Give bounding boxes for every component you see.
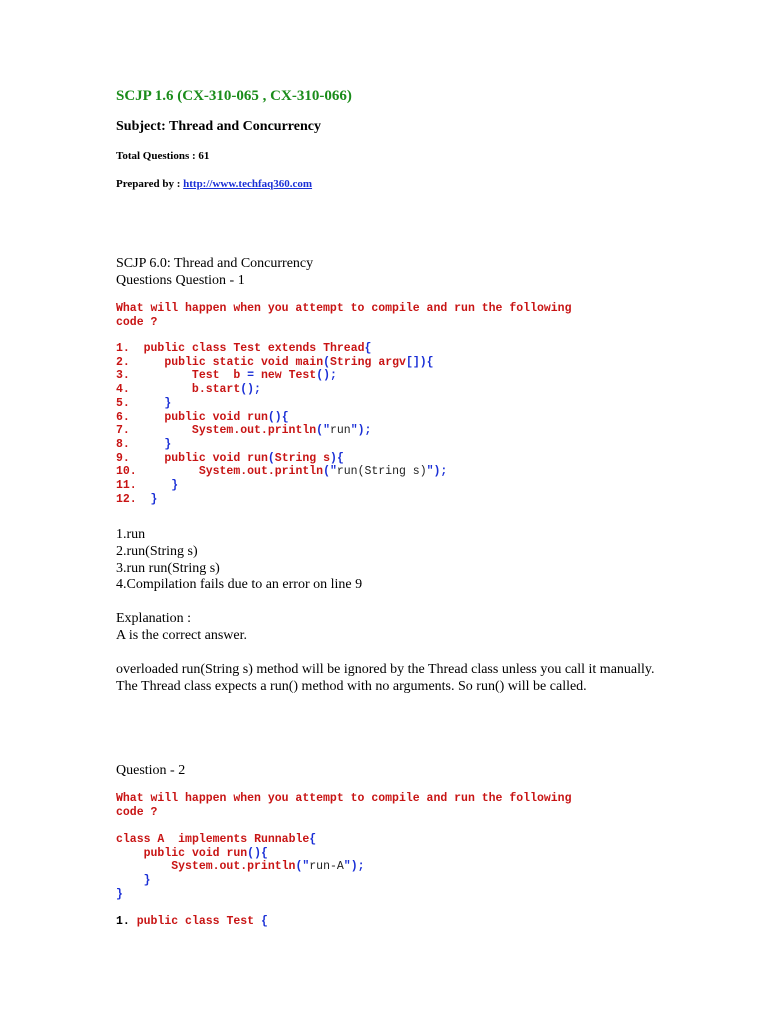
code-line: 7. System.out.println("run"); [116,424,372,438]
option-4: 4.Compilation fails due to an error on line 9 [116,577,363,593]
code-line: 10. System.out.println("run(String s)"); [116,465,448,479]
code-line: public void run(){ [143,846,268,860]
code-line: } [143,874,151,888]
section-title: SCJP 6.0: Thread and Concurrency [116,256,314,271]
code-line: 5. } [116,396,172,410]
line-number: 2. [116,355,144,369]
code-line: System.out.println("run-A"); [171,860,365,874]
question-2-code [116,833,365,929]
code-line: 11. } [116,479,179,493]
code-line: 1. public class Test { [116,915,268,929]
question-1-title: Questions Question - 1 [116,273,245,288]
line-number: 6. [116,410,144,424]
code-line: 3. Test b = new Test(); [116,369,337,383]
code-line: 8. } [116,437,172,451]
option-2: 2.run(String s) [116,543,198,559]
question-1-options [116,527,362,594]
question-1-prompt: What will happen when you attempt to compile and run the following code ? [116,302,572,329]
code-line: 1. public class Test extends Thread{ [116,342,372,355]
explanation-text: overloaded run(String s) method will be ignored by the Thread class unless you call it manually. The Thread class expects a run() method with no arguments. So run() will be called. [116,662,655,694]
correct-answer: A is the correct answer. [116,628,248,643]
code-line: 2. public static void main(String argv[]){ [116,355,434,369]
doc-title: SCJP 1.6 (CX-310-065 , CX-310-066) [116,88,352,104]
line-number: 8. [116,437,144,451]
code-line: } [116,887,123,901]
question-1-code [116,342,447,506]
line-number: 12. [116,492,144,506]
line-number: 10. [116,465,144,479]
prepared-by-link[interactable]: http://www.techfaq360.com [183,178,313,190]
code-line: 6. public void run(){ [116,410,289,424]
line-number: 1. [116,342,144,355]
option-3: 3.run run(String s) [116,560,220,576]
total-questions: Total Questions : 61 [116,150,210,162]
option-1: 1.run [116,527,146,542]
code-line: 12. } [116,492,158,506]
code-line: 9. public void run(String s){ [116,451,344,465]
line-number: 5. [116,396,144,410]
code-line: 4. b.start(); [116,383,261,397]
prepared-by [116,178,312,190]
doc-subject: Subject: Thread and Concurrency [116,119,321,134]
question-2-title: Question - 2 [116,763,186,778]
code-line: class A implements Runnable{ [116,833,317,846]
prepared-by-label: Prepared by : [116,178,181,190]
code-line [116,902,365,916]
line-number: 9. [116,451,144,465]
question-2-prompt: What will happen when you attempt to compile and run the following code ? [116,792,572,819]
explanation-label: Explanation : [116,611,192,626]
line-number: 4. [116,383,144,397]
line-number: 7. [116,424,144,438]
line-number: 3. [116,369,144,383]
line-number: 11. [116,479,144,493]
